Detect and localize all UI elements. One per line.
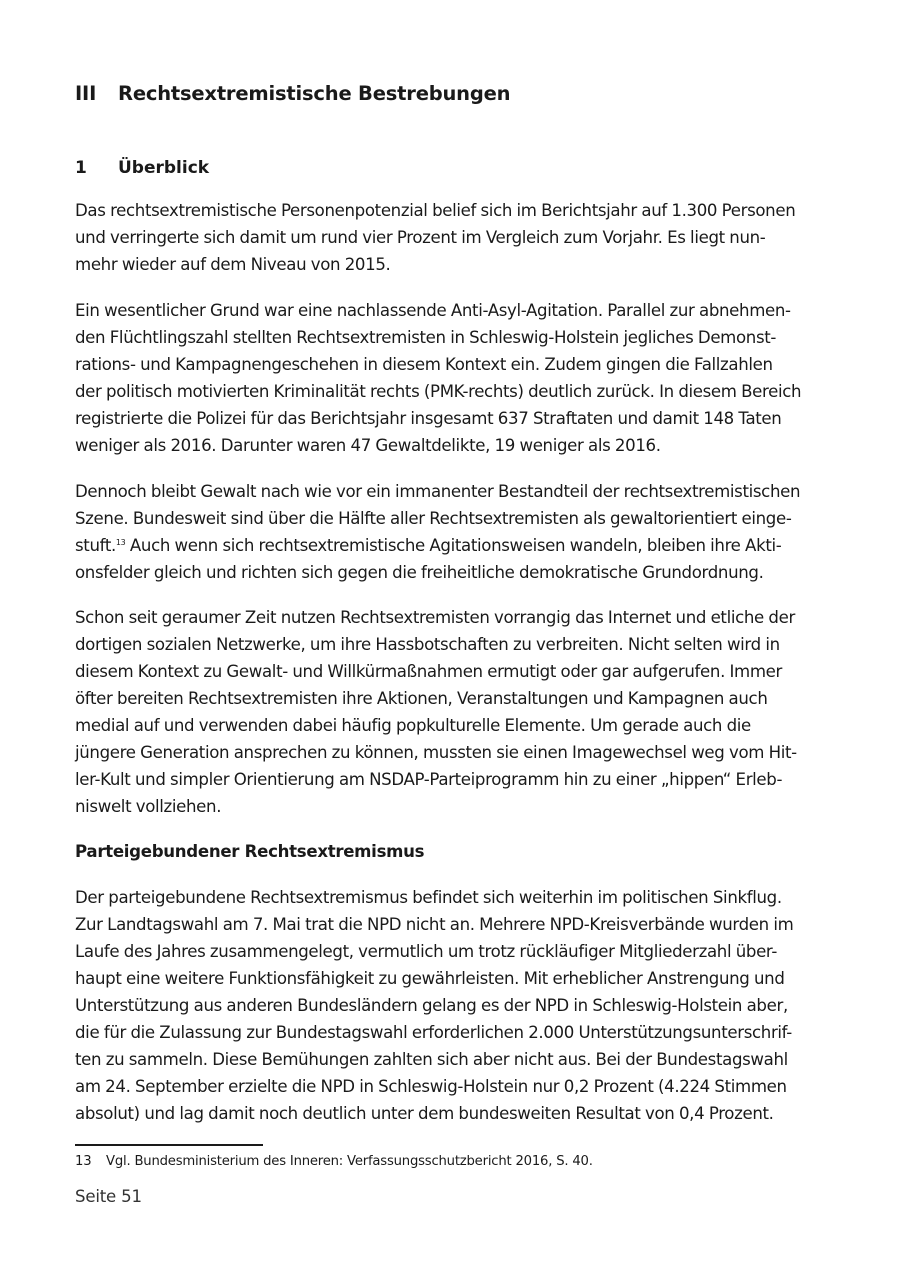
- text-line: absolut) und lag damit noch deutlich unter dem bundesweiten Resultat von 0,4 Prozent.: [75, 1104, 774, 1123]
- text-line: Zur Landtagswahl am 7. Mai trat die NPD nicht an. Mehrere NPD-Kreisverbände wurden im: [75, 915, 794, 934]
- text-line: weniger als 2016. Darunter waren 47 Gewaltdelikte, 19 weniger als 2016.: [75, 436, 661, 455]
- text-line: der politisch motivierten Kriminalität rechts (PMK-rechts) deutlich zurück. In diesem Bereich: [75, 382, 802, 401]
- chapter-title: Rechtsextremistische Bestrebungen: [118, 82, 511, 105]
- text-line: die für die Zulassung zur Bundestagswahl erforderlichen 2.000 Unterstützungsunterschrif-: [75, 1023, 792, 1042]
- text-line: Unterstützung aus anderen Bundesländern gelang es der NPD in Schleswig-Holstein aber,: [75, 996, 788, 1015]
- paragraph-party: [75, 884, 793, 1127]
- text-line: Schon seit geraumer Zeit nutzen Rechtsextremisten vorrangig das Internet und etliche der: [75, 608, 795, 627]
- section-title: Überblick: [118, 158, 210, 178]
- text-line: onsfelder gleich und richten sich gegen die freiheitliche demokratische Grundordnung.: [75, 563, 764, 582]
- text-line: öfter bereiten Rechtsextremisten ihre Aktionen, Veranstaltungen und Kampagnen auch: [75, 689, 768, 708]
- text-fragment: stuft.: [75, 536, 116, 555]
- text-line: Das rechtsextremistische Personenpotenzial belief sich im Berichtsjahr auf 1.300 Personen: [75, 201, 796, 220]
- paragraph-4: [75, 604, 797, 820]
- text-fragment: Auch wenn sich rechtsextremistische Agitationsweisen wandeln, bleiben ihre Akti-: [125, 536, 782, 555]
- section-number: 1: [75, 158, 87, 178]
- footnote-divider: [75, 1144, 263, 1146]
- text-line: rations- und Kampagnengeschehen in diesem Kontext ein. Zudem gingen die Fallzahlen: [75, 355, 773, 374]
- text-line: dortigen sozialen Netzwerke, um ihre Hassbotschaften zu verbreiten. Nicht selten wird in: [75, 635, 780, 654]
- text-line: jüngere Generation ansprechen zu können, mussten sie einen Imagewechsel weg vom Hit-: [75, 743, 797, 762]
- footnote-reference[interactable]: 13: [115, 538, 126, 547]
- text-line: ler-Kult und simpler Orientierung am NSDAP-Parteiprogramm hin zu einer „hippen“ Erleb-: [75, 770, 783, 789]
- section-heading: [75, 158, 209, 178]
- text-line: diesem Kontext zu Gewalt- und Willkürmaßnahmen ermutigt oder gar aufgerufen. Immer: [75, 662, 783, 681]
- footnote-text: Vgl. Bundesministerium des Inneren: Verfassungsschutzbericht 2016, S. 40.: [106, 1154, 593, 1169]
- text-line: ten zu sammeln. Diese Bemühungen zahlten sich aber nicht aus. Bei der Bundestagswahl: [75, 1050, 788, 1069]
- footnote: [75, 1154, 593, 1169]
- text-line: Der parteigebundene Rechtsextremismus befindet sich weiterhin im politischen Sinkflug.: [75, 888, 782, 907]
- text-line: mehr wieder auf dem Niveau von 2015.: [75, 255, 391, 274]
- footnote-number: 13: [75, 1154, 92, 1169]
- paragraph-1: [75, 197, 795, 278]
- paragraph-2: [75, 297, 801, 459]
- text-line: niswelt vollziehen.: [75, 797, 222, 816]
- text-line: medial auf und verwenden dabei häufig popkulturelle Elemente. Um gerade auch die: [75, 716, 751, 735]
- text-line: Dennoch bleibt Gewalt nach wie vor ein immanenter Bestandteil der rechtsextremistischen: [75, 482, 801, 501]
- chapter-heading: [75, 82, 510, 105]
- page-number: Seite 51: [75, 1187, 142, 1206]
- text-line: haupt eine weitere Funktionsfähigkeit zu gewährleisten. Mit erheblicher Anstrengung und: [75, 969, 785, 988]
- text-line: am 24. September erzielte die NPD in Schleswig-Holstein nur 0,2 Prozent (4.224 Stimmen: [75, 1077, 787, 1096]
- text-line: Ein wesentlicher Grund war eine nachlassende Anti-Asyl-Agitation. Parallel zur abnehmen-: [75, 301, 791, 320]
- text-line: registrierte die Polizei für das Berichtsjahr insgesamt 637 Straftaten und damit 148 Taten: [75, 409, 782, 428]
- paragraph-3: [75, 478, 800, 586]
- text-line: und verringerte sich damit um rund vier Prozent im Vergleich zum Vorjahr. Es liegt nun-: [75, 228, 766, 247]
- text-line: [75, 532, 800, 559]
- text-line: Laufe des Jahres zusammengelegt, vermutlich um trotz rückläufiger Mitgliederzahl über-: [75, 942, 777, 961]
- subheading: Parteigebundener Rechtsextremismus: [75, 842, 425, 861]
- text-line: den Flüchtlingszahl stellten Rechtsextremisten in Schleswig-Holstein jegliches Demonst-: [75, 328, 777, 347]
- text-line: Szene. Bundesweit sind über die Hälfte aller Rechtsextremisten als gewaltorientiert einge-: [75, 509, 792, 528]
- chapter-number: III: [75, 82, 97, 105]
